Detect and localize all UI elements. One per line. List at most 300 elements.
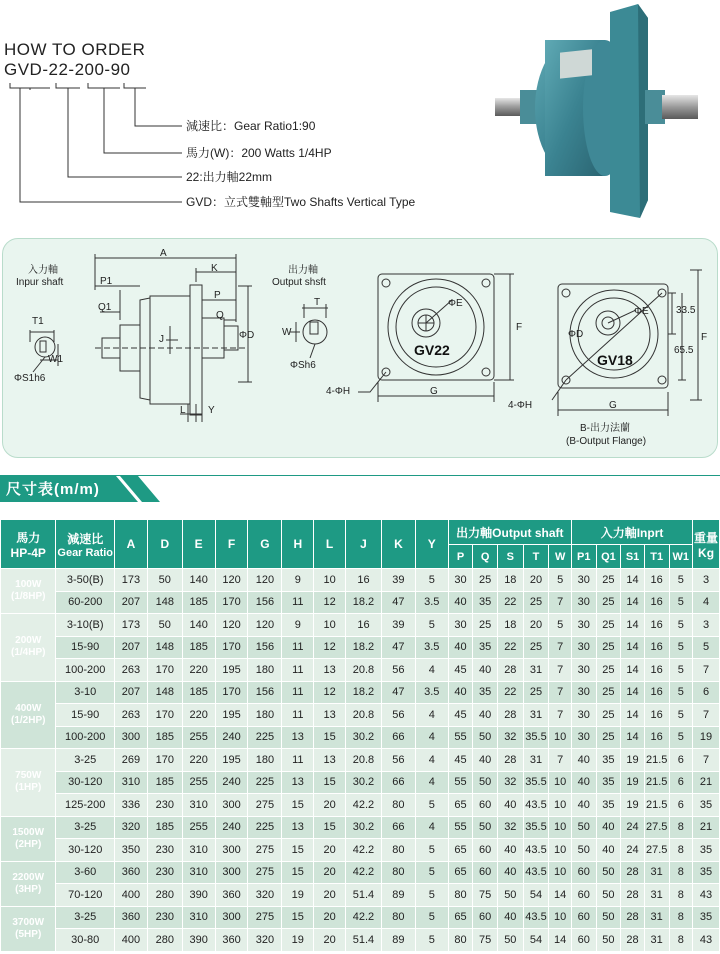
dim-p1: P1 bbox=[100, 276, 113, 287]
table-row bbox=[1, 636, 720, 659]
table-cell: 40 bbox=[497, 839, 523, 862]
ratio-cell: 3-60 bbox=[56, 861, 115, 884]
power-cell bbox=[1, 816, 56, 861]
table-cell: 275 bbox=[248, 839, 282, 862]
table-cell: 18 bbox=[497, 614, 523, 637]
table-cell: 13 bbox=[282, 771, 314, 794]
table-cell: 27.5 bbox=[644, 816, 669, 839]
table-cell: 60 bbox=[571, 884, 596, 907]
power-watts: 1500W bbox=[12, 826, 45, 838]
table-row bbox=[1, 861, 720, 884]
table-cell: 156 bbox=[248, 591, 282, 614]
table-cell: 156 bbox=[248, 636, 282, 659]
table-cell: 10 bbox=[549, 861, 572, 884]
size-table-title: 尺寸表(m/m) bbox=[6, 481, 100, 498]
table-cell: 40 bbox=[497, 906, 523, 929]
table-cell: 195 bbox=[215, 659, 248, 682]
table-cell: 40 bbox=[571, 771, 596, 794]
col-h-header: H bbox=[282, 520, 314, 569]
table-cell: 5 bbox=[415, 794, 448, 817]
table-cell: 185 bbox=[182, 681, 215, 704]
table-cell: 15 bbox=[314, 816, 346, 839]
table-cell: 5 bbox=[415, 906, 448, 929]
table-cell: 30 bbox=[571, 726, 596, 749]
table-cell: 20 bbox=[314, 929, 346, 952]
table-cell: 89 bbox=[381, 929, 415, 952]
table-cell: 35 bbox=[693, 906, 720, 929]
dim-f: F bbox=[516, 322, 523, 333]
table-cell: 10 bbox=[314, 614, 346, 637]
table-cell: 148 bbox=[147, 636, 182, 659]
table-cell: 16 bbox=[644, 681, 669, 704]
ratio-cell: 3-25 bbox=[56, 816, 115, 839]
table-cell: 9 bbox=[282, 614, 314, 637]
table-cell: 310 bbox=[182, 906, 215, 929]
table-cell: 5 bbox=[669, 591, 693, 614]
table-cell: 20 bbox=[314, 884, 346, 907]
ratio-cell: 3-25 bbox=[56, 749, 115, 772]
table-cell: 30 bbox=[448, 569, 473, 592]
col-w-header: W bbox=[549, 545, 572, 569]
table-cell: 15 bbox=[282, 839, 314, 862]
table-cell: 30.2 bbox=[346, 816, 382, 839]
col-s1-header: S1 bbox=[621, 545, 645, 569]
dim-p: P bbox=[214, 290, 221, 301]
table-cell: 120 bbox=[215, 614, 248, 637]
table-cell: 25 bbox=[596, 704, 621, 727]
table-cell: 170 bbox=[147, 749, 182, 772]
table-cell: 14 bbox=[621, 704, 645, 727]
table-cell: 75 bbox=[473, 884, 498, 907]
input-shaft-label: 入力軸 bbox=[28, 265, 58, 276]
power-hp: (1/8HP) bbox=[11, 591, 46, 602]
table-cell: 15 bbox=[282, 906, 314, 929]
table-cell: 40 bbox=[473, 704, 498, 727]
table-cell: 13 bbox=[314, 659, 346, 682]
power-hp: (1/2HP) bbox=[11, 714, 46, 726]
table-cell: 80 bbox=[381, 794, 415, 817]
table-cell: 50 bbox=[473, 816, 498, 839]
table-cell: 4 bbox=[693, 591, 720, 614]
table-cell: 50 bbox=[596, 884, 621, 907]
table-cell: 263 bbox=[114, 704, 147, 727]
table-cell: 21.5 bbox=[644, 749, 669, 772]
phi-e-label: ΦE bbox=[448, 298, 463, 309]
table-cell: 19 bbox=[621, 794, 645, 817]
table-cell: 195 bbox=[215, 704, 248, 727]
table-cell: 360 bbox=[114, 906, 147, 929]
table-cell: 5 bbox=[669, 636, 693, 659]
table-cell: 5 bbox=[669, 681, 693, 704]
ratio-cell: 3-50(B) bbox=[56, 569, 115, 592]
table-cell: 11 bbox=[282, 591, 314, 614]
table-cell: 16 bbox=[346, 569, 382, 592]
table-cell: 7 bbox=[549, 681, 572, 704]
dim-g: G bbox=[430, 386, 438, 397]
table-cell: 180 bbox=[248, 704, 282, 727]
table-cell: 28 bbox=[497, 659, 523, 682]
table-cell: 22 bbox=[497, 681, 523, 704]
table-cell: 55 bbox=[448, 726, 473, 749]
table-cell: 80 bbox=[381, 839, 415, 862]
table-cell: 230 bbox=[147, 906, 182, 929]
table-cell: 30.2 bbox=[346, 726, 382, 749]
table-cell: 20 bbox=[314, 861, 346, 884]
table-cell: 240 bbox=[215, 816, 248, 839]
table-cell: 148 bbox=[147, 591, 182, 614]
table-cell: 5 bbox=[415, 569, 448, 592]
ratio-cell: 100-200 bbox=[56, 659, 115, 682]
table-cell: 28 bbox=[621, 884, 645, 907]
table-cell: 3.5 bbox=[415, 636, 448, 659]
table-cell: 3 bbox=[693, 614, 720, 637]
table-cell: 7 bbox=[693, 704, 720, 727]
table-cell: 11 bbox=[282, 749, 314, 772]
table-cell: 360 bbox=[215, 884, 248, 907]
table-cell: 35 bbox=[693, 794, 720, 817]
table-cell: 390 bbox=[182, 884, 215, 907]
table-cell: 66 bbox=[381, 816, 415, 839]
table-cell: 30 bbox=[571, 569, 596, 592]
dim-l: L bbox=[180, 405, 186, 416]
ratio-cell: 3-10(B) bbox=[56, 614, 115, 637]
table-cell: 35 bbox=[596, 771, 621, 794]
table-cell: 4 bbox=[415, 726, 448, 749]
table-cell: 50 bbox=[596, 906, 621, 929]
order-note-ratio: 減速比：Gear Ratio1:90 bbox=[186, 119, 316, 133]
table-cell: 173 bbox=[114, 614, 147, 637]
table-cell: 28 bbox=[497, 749, 523, 772]
table-cell: 39 bbox=[381, 614, 415, 637]
order-code: GVD-22-200-90 bbox=[4, 60, 131, 79]
table-cell: 13 bbox=[282, 816, 314, 839]
table-cell: 11 bbox=[282, 704, 314, 727]
ratio-cell: 30-120 bbox=[56, 771, 115, 794]
holes-label: 4-ΦH bbox=[326, 386, 351, 397]
table-cell: 16 bbox=[644, 726, 669, 749]
table-row bbox=[1, 726, 720, 749]
table-cell: 22 bbox=[497, 636, 523, 659]
table-cell: 50 bbox=[473, 726, 498, 749]
table-cell: 16 bbox=[644, 569, 669, 592]
table-row bbox=[1, 704, 720, 727]
ratio-cell: 60-200 bbox=[56, 591, 115, 614]
table-cell: 50 bbox=[497, 884, 523, 907]
table-cell: 10 bbox=[549, 771, 572, 794]
table-cell: 12 bbox=[314, 681, 346, 704]
table-cell: 28 bbox=[621, 929, 645, 952]
table-row bbox=[1, 614, 720, 637]
table-cell: 65 bbox=[448, 794, 473, 817]
col-s-header: S bbox=[497, 545, 523, 569]
table-cell: 148 bbox=[147, 681, 182, 704]
table-cell: 50 bbox=[147, 614, 182, 637]
order-note-shaft: 22:出力軸22mm bbox=[186, 170, 273, 184]
table-cell: 16 bbox=[644, 659, 669, 682]
power-header-label: 馬力 bbox=[16, 530, 41, 545]
table-cell: 32 bbox=[497, 771, 523, 794]
table-cell: 50 bbox=[571, 816, 596, 839]
table-cell: 18.2 bbox=[346, 636, 382, 659]
table-cell: 28 bbox=[497, 704, 523, 727]
col-q1-header: Q1 bbox=[596, 545, 621, 569]
dim-a: A bbox=[160, 248, 167, 259]
table-cell: 8 bbox=[669, 906, 693, 929]
table-cell: 6 bbox=[669, 749, 693, 772]
table-cell: 43.5 bbox=[523, 839, 549, 862]
power-watts: 100W bbox=[15, 579, 42, 590]
table-cell: 14 bbox=[621, 681, 645, 704]
table-cell: 15 bbox=[282, 861, 314, 884]
table-cell: 21 bbox=[693, 771, 720, 794]
table-cell: 35 bbox=[693, 861, 720, 884]
table-cell: 19 bbox=[621, 771, 645, 794]
table-cell: 156 bbox=[248, 681, 282, 704]
table-cell: 30 bbox=[571, 659, 596, 682]
table-cell: 16 bbox=[644, 591, 669, 614]
table-cell: 16 bbox=[644, 704, 669, 727]
table-cell: 400 bbox=[114, 884, 147, 907]
table-cell: 180 bbox=[248, 659, 282, 682]
size-table bbox=[0, 519, 720, 952]
ratio-cell: 15-90 bbox=[56, 704, 115, 727]
table-cell: 14 bbox=[621, 659, 645, 682]
table-cell: 35 bbox=[473, 636, 498, 659]
table-cell: 207 bbox=[114, 636, 147, 659]
table-cell: 14 bbox=[621, 591, 645, 614]
ratio-cell: 15-90 bbox=[56, 636, 115, 659]
table-cell: 9 bbox=[282, 569, 314, 592]
table-cell: 60 bbox=[571, 861, 596, 884]
table-cell: 35 bbox=[693, 839, 720, 862]
table-cell: 230 bbox=[147, 794, 182, 817]
table-cell: 225 bbox=[248, 771, 282, 794]
table-cell: 360 bbox=[215, 929, 248, 952]
table-cell: 31 bbox=[523, 749, 549, 772]
table-cell: 89 bbox=[381, 884, 415, 907]
table-cell: 30 bbox=[571, 591, 596, 614]
size-table-body bbox=[1, 569, 720, 952]
dim-f2: F bbox=[701, 332, 708, 343]
col-j-header: J bbox=[346, 520, 382, 569]
table-row bbox=[1, 569, 720, 592]
output-shaft-label: 出力軸 bbox=[288, 265, 318, 276]
table-cell: 43.5 bbox=[523, 906, 549, 929]
table-cell: 25 bbox=[523, 636, 549, 659]
col-k-header: K bbox=[381, 520, 415, 569]
table-cell: 310 bbox=[182, 794, 215, 817]
table-cell: 60 bbox=[571, 929, 596, 952]
table-cell: 19 bbox=[621, 749, 645, 772]
table-cell: 13 bbox=[314, 749, 346, 772]
table-cell: 31 bbox=[523, 659, 549, 682]
table-cell: 255 bbox=[182, 816, 215, 839]
col-w1-header: W1 bbox=[669, 545, 693, 569]
table-cell: 51.4 bbox=[346, 929, 382, 952]
table-cell: 60 bbox=[571, 906, 596, 929]
table-cell: 19 bbox=[282, 884, 314, 907]
flange-en-label: (B-Output Flange) bbox=[566, 436, 647, 447]
col-p1-header: P1 bbox=[571, 545, 596, 569]
power-hp: (3HP) bbox=[15, 883, 42, 895]
table-cell: 310 bbox=[182, 839, 215, 862]
table-cell: 42.2 bbox=[346, 906, 382, 929]
ratio-cell: 30-80 bbox=[56, 929, 115, 952]
power-cell bbox=[1, 906, 56, 951]
table-cell: 28 bbox=[621, 861, 645, 884]
table-cell: 120 bbox=[248, 569, 282, 592]
table-row bbox=[1, 839, 720, 862]
table-cell: 263 bbox=[114, 659, 147, 682]
table-cell: 173 bbox=[114, 569, 147, 592]
table-row bbox=[1, 906, 720, 929]
table-cell: 40 bbox=[596, 839, 621, 862]
table-cell: 269 bbox=[114, 749, 147, 772]
table-cell: 220 bbox=[182, 749, 215, 772]
table-cell: 8 bbox=[669, 816, 693, 839]
table-cell: 7 bbox=[549, 591, 572, 614]
table-cell: 7 bbox=[549, 704, 572, 727]
table-cell: 18.2 bbox=[346, 681, 382, 704]
table-cell: 13 bbox=[314, 704, 346, 727]
table-cell: 3.5 bbox=[415, 591, 448, 614]
order-note-type: GVD：立式雙軸型Two Shafts Vertical Type bbox=[186, 195, 416, 209]
table-cell: 5 bbox=[669, 569, 693, 592]
ratio-cell: 100-200 bbox=[56, 726, 115, 749]
dim-t1: T1 bbox=[32, 316, 44, 327]
table-cell: 80 bbox=[448, 929, 473, 952]
table-cell: 35 bbox=[473, 591, 498, 614]
power-hp: (1HP) bbox=[15, 782, 42, 794]
table-cell: 50 bbox=[596, 929, 621, 952]
table-cell: 185 bbox=[147, 816, 182, 839]
table-cell: 45 bbox=[448, 749, 473, 772]
table-cell: 275 bbox=[248, 906, 282, 929]
table-cell: 14 bbox=[549, 884, 572, 907]
table-cell: 300 bbox=[215, 861, 248, 884]
table-cell: 5 bbox=[669, 614, 693, 637]
table-cell: 19 bbox=[693, 726, 720, 749]
table-cell: 50 bbox=[147, 569, 182, 592]
dim-t: T bbox=[314, 297, 321, 308]
table-cell: 170 bbox=[215, 681, 248, 704]
table-cell: 56 bbox=[381, 659, 415, 682]
table-cell: 6 bbox=[693, 681, 720, 704]
col-t1-header: T1 bbox=[644, 545, 669, 569]
weight-header-sub: Kg bbox=[698, 545, 715, 560]
table-cell: 43 bbox=[693, 929, 720, 952]
table-cell: 51.4 bbox=[346, 884, 382, 907]
table-cell: 35 bbox=[596, 749, 621, 772]
table-cell: 50 bbox=[596, 861, 621, 884]
col-d-header: D bbox=[147, 520, 182, 569]
table-cell: 280 bbox=[147, 884, 182, 907]
table-cell: 60 bbox=[473, 906, 498, 929]
table-cell: 16 bbox=[346, 614, 382, 637]
table-cell: 7 bbox=[549, 749, 572, 772]
table-cell: 230 bbox=[147, 861, 182, 884]
table-cell: 300 bbox=[215, 906, 248, 929]
table-cell: 14 bbox=[621, 569, 645, 592]
table-cell: 30 bbox=[571, 681, 596, 704]
table-cell: 40 bbox=[448, 591, 473, 614]
table-cell: 18 bbox=[497, 569, 523, 592]
table-cell: 170 bbox=[215, 636, 248, 659]
table-cell: 30 bbox=[571, 704, 596, 727]
table-cell: 280 bbox=[147, 929, 182, 952]
input-shaft-group-header: 入力軸Inprt bbox=[571, 520, 692, 545]
table-cell: 25 bbox=[596, 659, 621, 682]
table-cell: 230 bbox=[147, 839, 182, 862]
table-cell: 35 bbox=[596, 794, 621, 817]
table-cell: 25 bbox=[596, 591, 621, 614]
dim-y: Y bbox=[208, 405, 215, 416]
table-cell: 31 bbox=[644, 929, 669, 952]
table-cell: 5 bbox=[415, 839, 448, 862]
table-cell: 16 bbox=[644, 636, 669, 659]
table-cell: 35.5 bbox=[523, 816, 549, 839]
table-cell: 16 bbox=[644, 614, 669, 637]
ratio-cell: 70-120 bbox=[56, 884, 115, 907]
table-cell: 7 bbox=[549, 636, 572, 659]
table-cell: 185 bbox=[182, 636, 215, 659]
table-cell: 300 bbox=[114, 726, 147, 749]
table-cell: 25 bbox=[596, 726, 621, 749]
table-cell: 28 bbox=[621, 906, 645, 929]
table-cell: 25 bbox=[596, 681, 621, 704]
table-cell: 55 bbox=[448, 816, 473, 839]
power-hp: (5HP) bbox=[15, 928, 42, 940]
power-hp: (2HP) bbox=[15, 838, 42, 850]
table-cell: 4 bbox=[415, 659, 448, 682]
table-cell: 65 bbox=[448, 839, 473, 862]
table-cell: 12 bbox=[314, 591, 346, 614]
table-cell: 225 bbox=[248, 726, 282, 749]
table-cell: 55 bbox=[448, 771, 473, 794]
power-cell bbox=[1, 861, 56, 906]
table-cell: 42.2 bbox=[346, 839, 382, 862]
table-cell: 8 bbox=[669, 884, 693, 907]
dim-65-5: 65.5 bbox=[674, 345, 694, 356]
col-e-header: E bbox=[182, 520, 215, 569]
table-cell: 20.8 bbox=[346, 749, 382, 772]
table-cell: 20 bbox=[314, 906, 346, 929]
table-cell: 54 bbox=[523, 929, 549, 952]
table-cell: 220 bbox=[182, 704, 215, 727]
table-cell: 140 bbox=[182, 614, 215, 637]
table-cell: 32 bbox=[497, 726, 523, 749]
size-table-banner bbox=[0, 466, 720, 506]
table-cell: 42.2 bbox=[346, 794, 382, 817]
table-cell: 7 bbox=[693, 749, 720, 772]
table-cell: 25 bbox=[596, 569, 621, 592]
table-cell: 8 bbox=[669, 839, 693, 862]
dim-k: K bbox=[211, 263, 218, 274]
power-cell bbox=[1, 681, 56, 749]
table-cell: 40 bbox=[448, 681, 473, 704]
table-cell: 300 bbox=[215, 794, 248, 817]
order-note-power: 馬力(W)：200 Watts 1/4HP bbox=[186, 146, 332, 160]
table-cell: 7 bbox=[693, 659, 720, 682]
dim-g2: G bbox=[609, 400, 617, 411]
table-cell: 3.5 bbox=[415, 681, 448, 704]
power-watts: 2200W bbox=[12, 871, 45, 883]
table-cell: 225 bbox=[248, 816, 282, 839]
table-cell: 170 bbox=[215, 591, 248, 614]
table-cell: 19 bbox=[282, 929, 314, 952]
table-cell: 185 bbox=[147, 726, 182, 749]
table-cell: 13 bbox=[282, 726, 314, 749]
